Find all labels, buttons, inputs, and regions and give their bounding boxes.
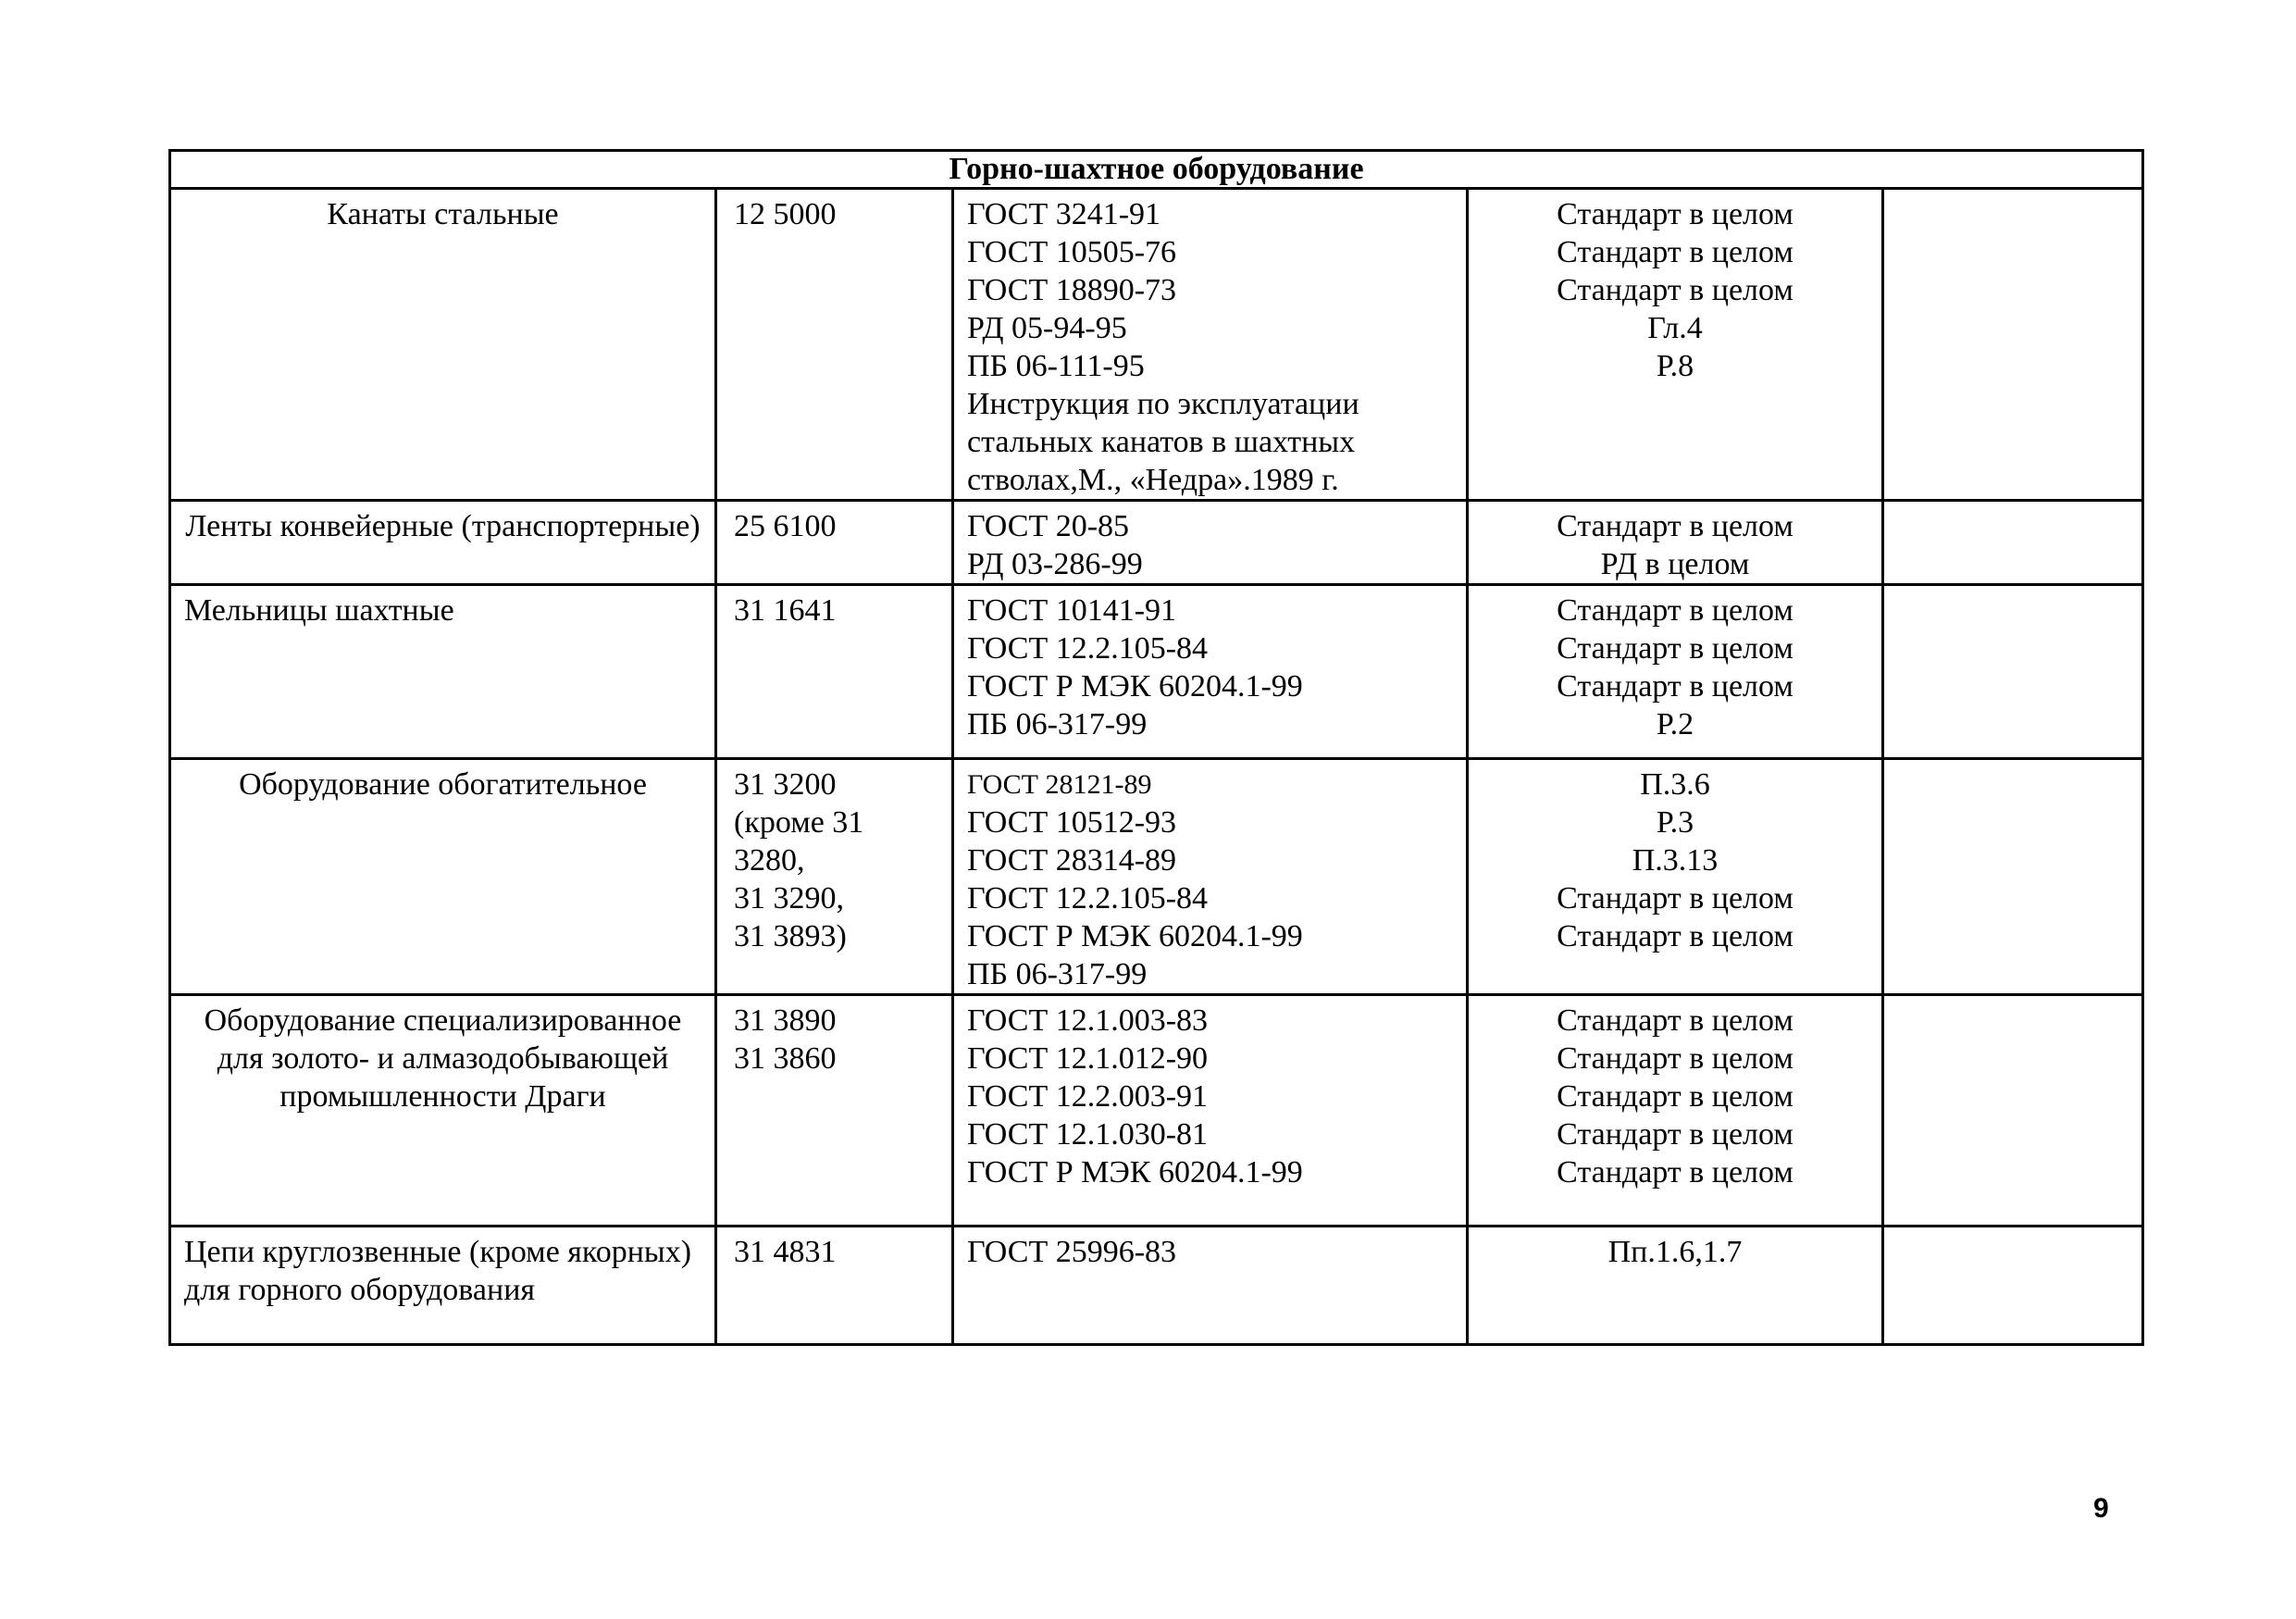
product-name: Ленты конвейерные (транспортерные) [185, 509, 701, 543]
scope-cell [1468, 501, 1883, 585]
scope-cell [1468, 1227, 1883, 1345]
product-name: Канаты стальные [327, 197, 559, 231]
product-name: Мельницы шахтные [184, 593, 454, 628]
table-row [170, 585, 2143, 759]
equipment-standards-table [168, 149, 2144, 1346]
standard-line: ГОСТ 10505-76 [967, 235, 1177, 269]
product-name-cell [170, 759, 716, 995]
code-line: 31 4831 [734, 1235, 837, 1269]
scope-line: Стандарт в целом [1557, 509, 1793, 543]
standard-line: ГОСТ 12.2.105-84 [967, 631, 1209, 666]
scope-line: РД в целом [1600, 547, 1750, 581]
scope-line: Р.2 [1656, 707, 1694, 741]
table-section-title: Горно-шахтное оборудование [170, 151, 2143, 189]
product-name-cell [170, 501, 716, 585]
code-line: (кроме 31 [734, 805, 864, 840]
standard-line: ГОСТ 25996-83 [967, 1235, 1177, 1269]
notes-cell [1883, 501, 2143, 585]
scope-line: Стандарт в целом [1557, 235, 1793, 269]
standard-line: ГОСТ 3241-91 [967, 197, 1161, 231]
code-line: 31 3893) [734, 919, 847, 953]
scope-line: Гл.4 [1647, 311, 1703, 345]
standard-line: ГОСТ Р МЭК 60204.1-99 [967, 919, 1303, 953]
standards-cell [953, 995, 1468, 1227]
standards-cell [953, 585, 1468, 759]
code-cell [716, 189, 953, 501]
notes-cell [1883, 759, 2143, 995]
standard-line: ПБ 06-111-95 [967, 349, 1145, 383]
notes-cell [1883, 995, 2143, 1227]
standard-line: стволах,М., «Недра».1989 г. [967, 463, 1339, 497]
scope-line: Стандарт в целом [1557, 197, 1793, 231]
code-cell [716, 585, 953, 759]
standards-cell [953, 1227, 1468, 1345]
scope-line: Стандарт в целом [1557, 669, 1793, 704]
scope-line: Стандарт в целом [1557, 881, 1793, 915]
table-row [170, 501, 2143, 585]
standard-line: РД 03-286-99 [967, 547, 1143, 581]
standards-cell [953, 501, 1468, 585]
table-header-row [170, 151, 2143, 189]
standard-line: ГОСТ 28314-89 [967, 843, 1177, 878]
table-row [170, 995, 2143, 1227]
product-name: Оборудование специализированное для золото- и алмазодобывающей промышленности Драги [204, 1003, 682, 1114]
product-name: Цепи круглозвенные (кроме якорных) для горного оборудования [184, 1235, 692, 1307]
scope-line: Стандарт в целом [1557, 919, 1793, 953]
standards-cell [953, 759, 1468, 995]
standard-line: ГОСТ 12.2.003-91 [967, 1079, 1209, 1114]
scope-cell [1468, 759, 1883, 995]
scope-cell [1468, 585, 1883, 759]
scope-line: Стандарт в целом [1557, 273, 1793, 307]
code-cell [716, 759, 953, 995]
scope-line: Пп.1.6,1.7 [1607, 1235, 1743, 1269]
scope-line: Стандарт в целом [1557, 593, 1793, 628]
scope-cell [1468, 189, 1883, 501]
code-line: 31 3860 [734, 1041, 837, 1076]
scope-line: Стандарт в целом [1557, 1079, 1793, 1114]
code-line: 31 1641 [734, 593, 837, 628]
code-line: 25 6100 [734, 509, 837, 543]
standard-line: ГОСТ Р МЭК 60204.1-99 [967, 1155, 1303, 1189]
product-name-cell [170, 585, 716, 759]
scope-line: Стандарт в целом [1557, 1155, 1793, 1189]
product-name: Оборудование обогатительное [239, 767, 647, 802]
notes-cell [1883, 1227, 2143, 1345]
code-line: 3280, [734, 843, 805, 878]
scope-line: П.3.13 [1632, 843, 1719, 878]
scope-line: Р.3 [1656, 805, 1694, 840]
standard-line: ГОСТ 20-85 [967, 509, 1130, 543]
standard-line: РД 05-94-95 [967, 311, 1127, 345]
page-number: 9 [2093, 1493, 2109, 1524]
standard-line: ГОСТ 28121-89 [967, 769, 1152, 800]
code-cell [716, 1227, 953, 1345]
standard-line: ГОСТ 10141-91 [967, 593, 1177, 628]
scope-line: П.3.6 [1640, 767, 1710, 802]
scope-cell [1468, 995, 1883, 1227]
table-row [170, 1227, 2143, 1345]
standard-line: ГОСТ 12.1.030-81 [967, 1117, 1209, 1152]
standard-line: ГОСТ 12.1.012-90 [967, 1041, 1209, 1076]
standard-line: ПБ 06-317-99 [967, 957, 1148, 991]
scope-line: Стандарт в целом [1557, 631, 1793, 666]
code-cell [716, 995, 953, 1227]
notes-cell [1883, 189, 2143, 501]
product-name-cell [170, 1227, 716, 1345]
code-line: 31 3200 [734, 767, 837, 802]
product-name-cell [170, 189, 716, 501]
product-name-cell [170, 995, 716, 1227]
standard-line: стальных канатов в шахтных [967, 425, 1356, 459]
standard-line: ГОСТ 12.1.003-83 [967, 1003, 1209, 1038]
table-row [170, 189, 2143, 501]
notes-cell [1883, 585, 2143, 759]
standard-line: ГОСТ 10512-93 [967, 805, 1177, 840]
standard-line: ПБ 06-317-99 [967, 707, 1148, 741]
scope-line: Р.8 [1656, 349, 1694, 383]
standard-line: ГОСТ 12.2.105-84 [967, 881, 1209, 915]
standard-line: ГОСТ 18890-73 [967, 273, 1177, 307]
standards-cell [953, 189, 1468, 501]
standard-line: Инструкция по эксплуатации [967, 387, 1359, 421]
standard-line: ГОСТ Р МЭК 60204.1-99 [967, 669, 1303, 704]
code-line: 12 5000 [734, 197, 837, 231]
scope-line: Стандарт в целом [1557, 1041, 1793, 1076]
scope-line: Стандарт в целом [1557, 1003, 1793, 1038]
code-cell [716, 501, 953, 585]
scope-line: Стандарт в целом [1557, 1117, 1793, 1152]
table-row [170, 759, 2143, 995]
code-line: 31 3290, [734, 881, 844, 915]
code-line: 31 3890 [734, 1003, 837, 1038]
